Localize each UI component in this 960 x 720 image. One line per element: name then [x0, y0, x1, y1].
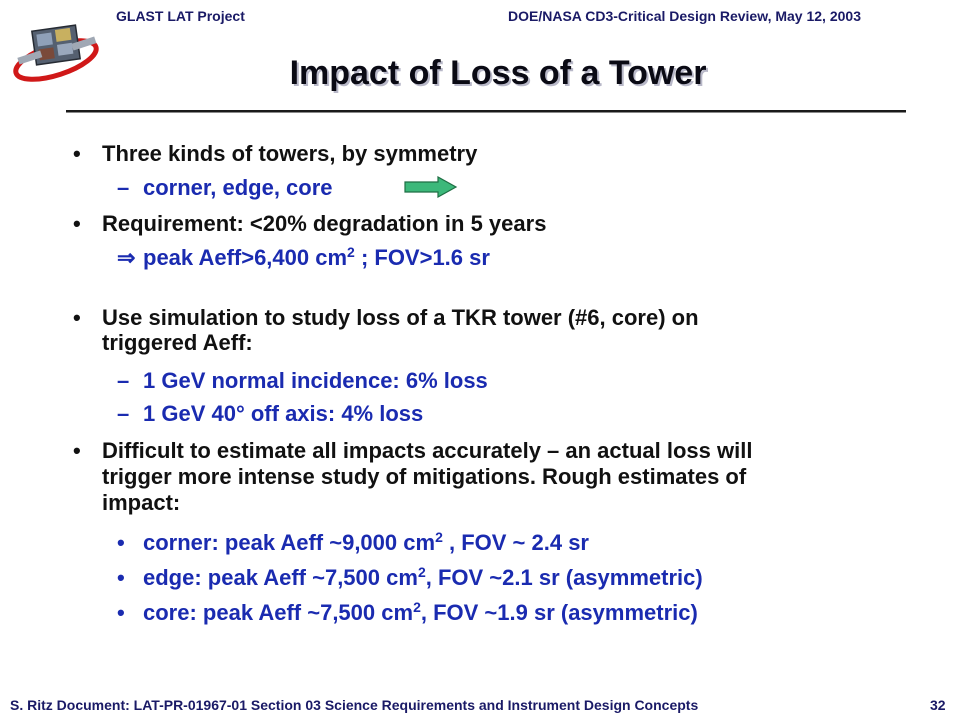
title-divider [66, 110, 906, 113]
dash-marker: – [117, 401, 130, 426]
page-title: Impact of Loss of a Tower [289, 54, 707, 92]
bullet-marker: • [117, 530, 125, 555]
bullet-marker: • [73, 438, 81, 463]
bullet-marker: • [73, 305, 81, 330]
bullet-marker: • [73, 211, 81, 236]
bullet-marker: • [117, 565, 125, 590]
header-review: DOE/NASA CD3-Critical Design Review, May 12, 2003 [508, 8, 861, 24]
bullet-requirement: Requirement: <20% degradation in 5 years [102, 211, 547, 236]
sub-edge-estimate: edge: peak Aeff ~7,500 $cm^2$, FOV ~2.1 sr (asymmetric) [143, 564, 703, 590]
bullet-impacts-line3: impact: [102, 490, 181, 515]
bullet-impacts-line2: trigger more intense study of mitigations. Rough estimates of [102, 464, 747, 489]
dash-marker: – [117, 175, 130, 200]
bullet-marker: • [73, 141, 81, 166]
right-arrow-icon [404, 176, 458, 198]
header-project: GLAST LAT Project [116, 8, 245, 24]
sub-core-estimate: core: peak Aeff ~7,500 $cm^2$, FOV ~1.9 sr (asymmetric) [143, 599, 698, 625]
page-number: 32 [930, 697, 946, 713]
bullet-impacts-line1: Difficult to estimate all impacts accurately – an actual loss will [102, 438, 753, 463]
implies-marker: ⇒ [117, 245, 136, 270]
sub-requirement-values: peak Aeff>6,400 $cm^2$ ; FOV>1.6 sr [143, 244, 490, 270]
dash-marker: – [117, 368, 130, 393]
bullet-simulation-line1: Use simulation to study loss of a TKR tower (#6, core) on [102, 305, 699, 330]
sub-normal-incidence: 1 GeV normal incidence: 6% loss [143, 368, 488, 393]
sub-tower-types: corner, edge, core [143, 175, 333, 200]
sub-corner-estimate: corner: peak Aeff ~9,000 $cm^2$ , FOV ~ 2.4 sr [143, 529, 589, 555]
bullet-marker: • [117, 600, 125, 625]
sub-off-axis: 1 GeV 40° off axis: 4% loss [143, 401, 424, 426]
bullet-tower-kinds: Three kinds of towers, by symmetry [102, 141, 478, 166]
footer-document-info: S. Ritz Document: LAT-PR-01967-01 Section 03 Science Requirements and Instrument Design Concepts [10, 697, 699, 713]
bullet-simulation-line2: triggered Aeff: [102, 330, 253, 355]
